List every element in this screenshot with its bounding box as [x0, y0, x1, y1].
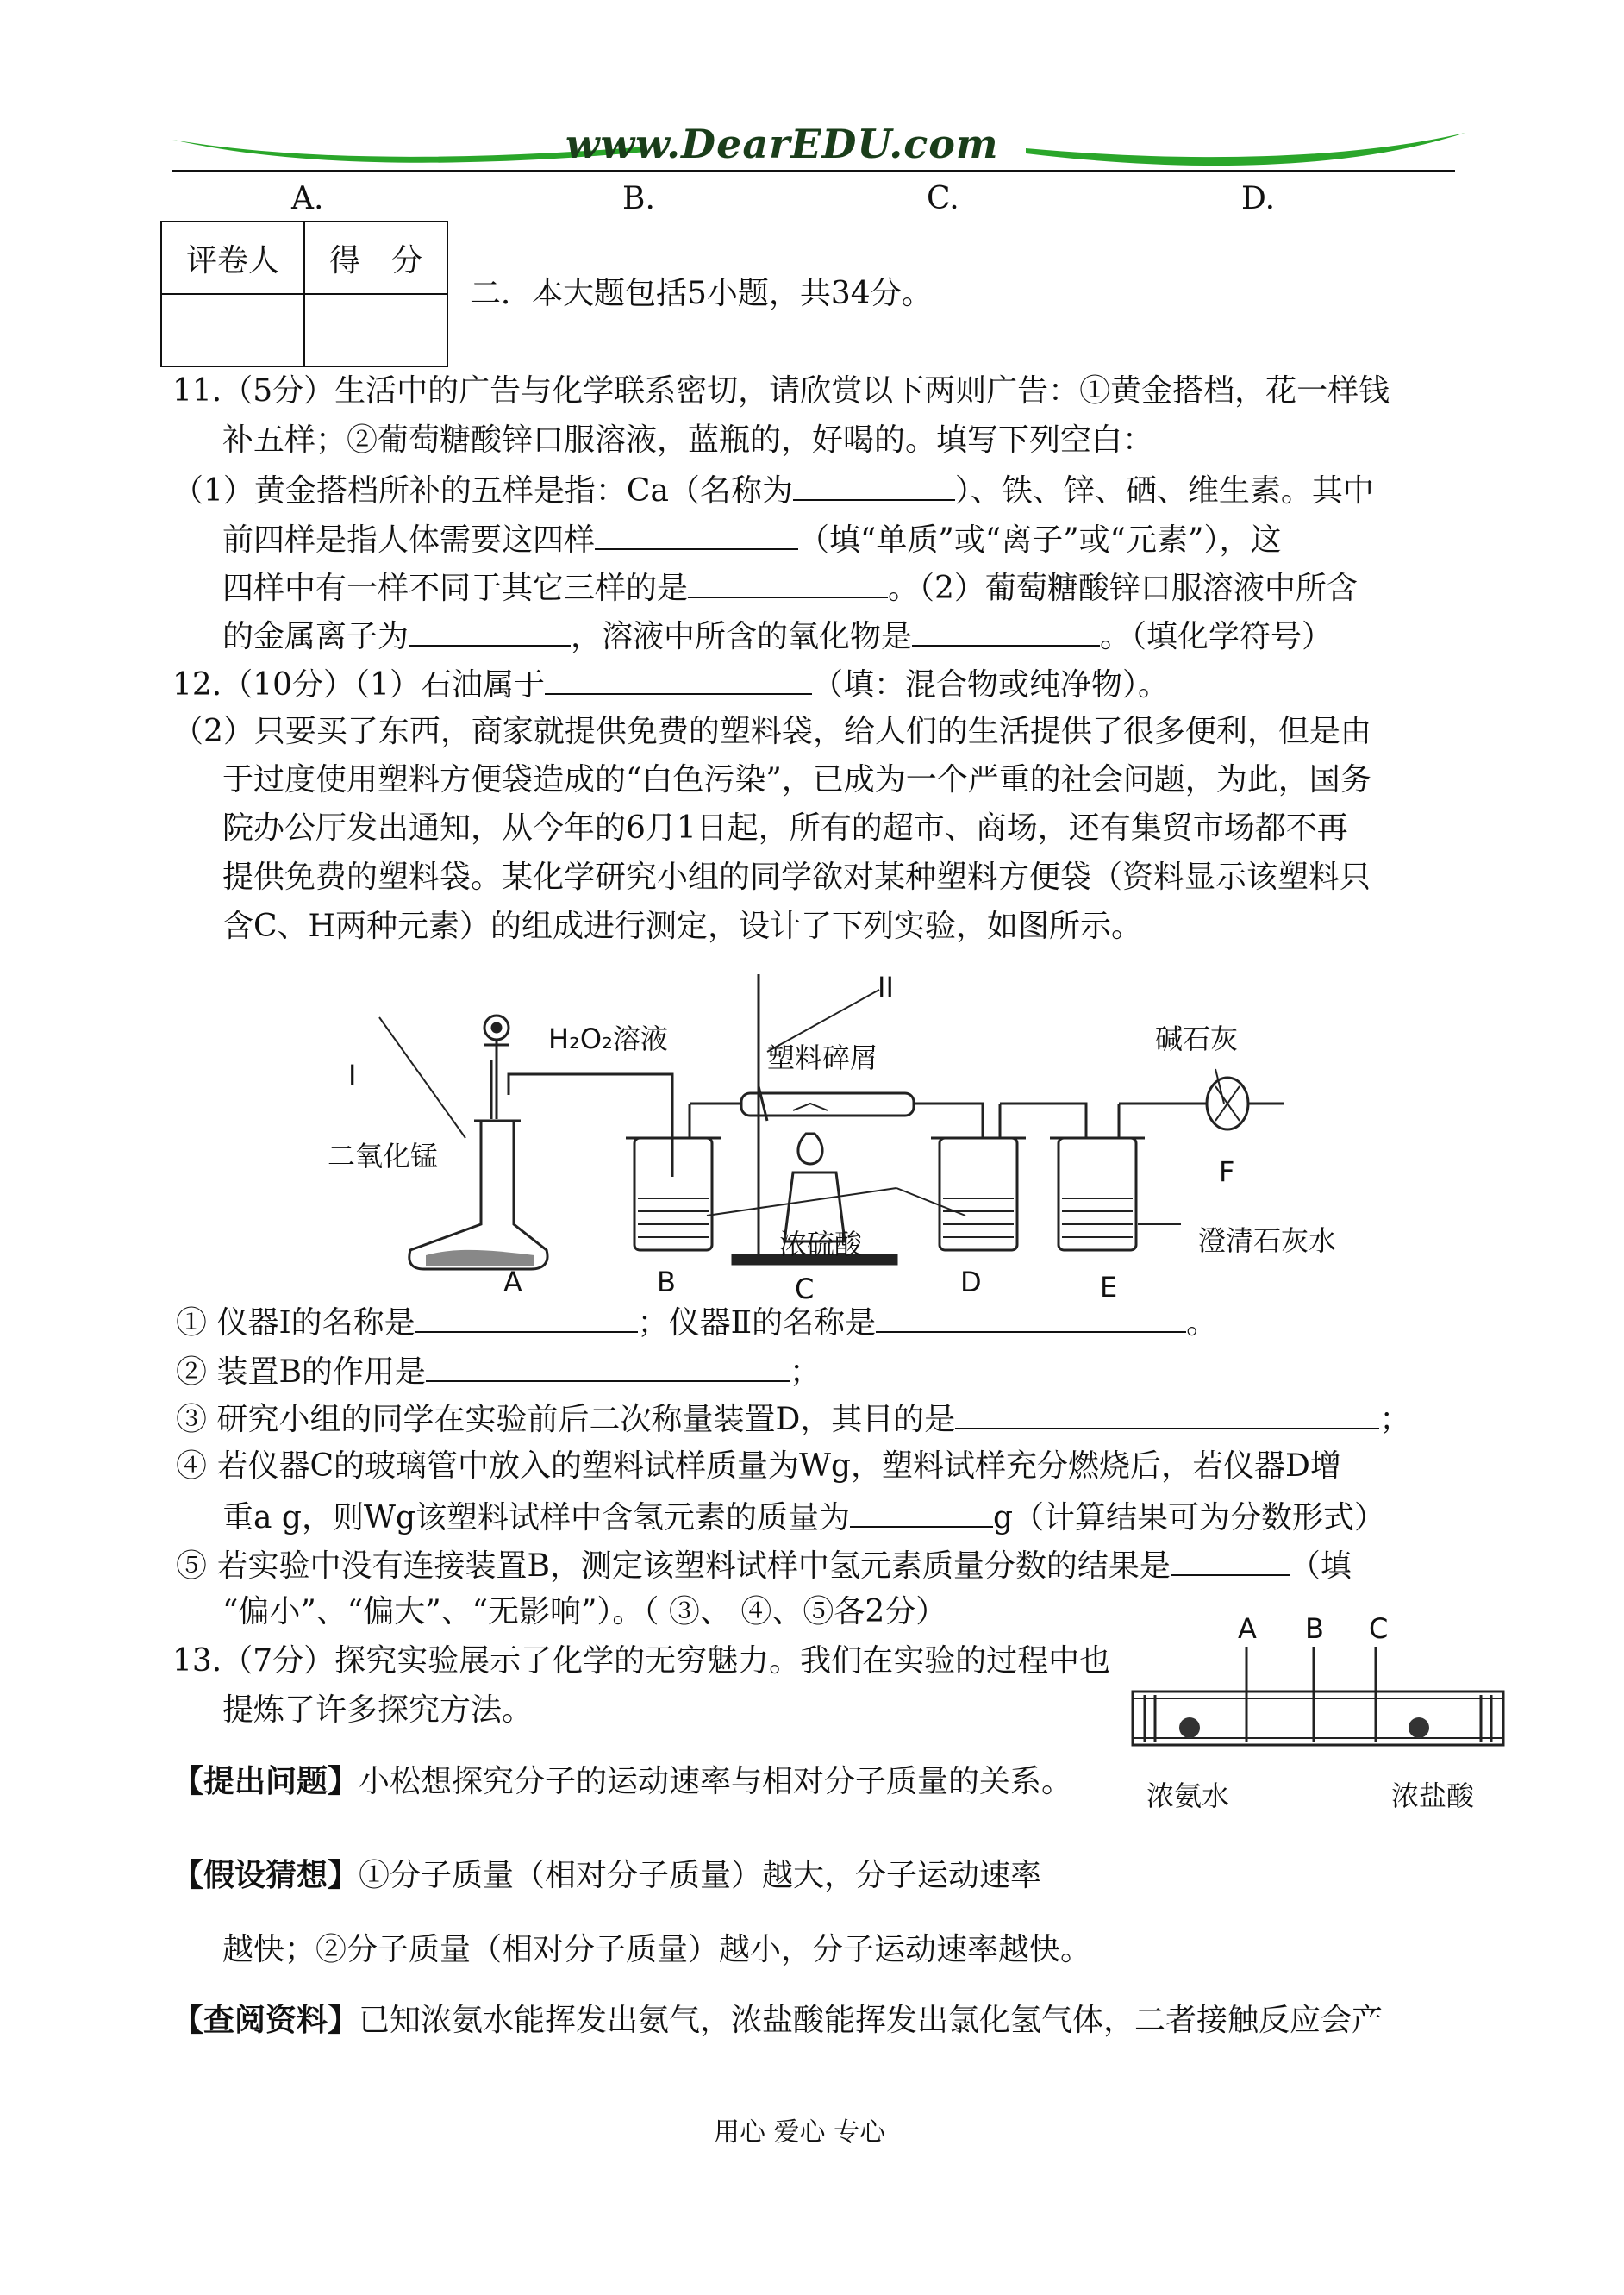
q11-line-6b: ，溶液中所含的氧化物是 — [571, 619, 913, 654]
option-a: A. — [291, 181, 324, 216]
option-c: C. — [927, 181, 959, 216]
q13-hypothesis-line-2: 越快；②分子质量（相对分子质量）越小，分子运动速率越快。 — [222, 1932, 1092, 1967]
bottle-e — [1050, 1104, 1145, 1250]
q11-line-3b: ）、铁、锌、硒、维生素。其中 — [954, 473, 1374, 509]
q13-hypothesis-line — [172, 1855, 1041, 1897]
diagram-limewater: 澄清石灰水 — [1198, 1224, 1337, 1257]
score-header: 得 分 — [304, 222, 447, 294]
q12-blank-result[interactable] — [1171, 1543, 1290, 1576]
q12-blank-device-b[interactable] — [426, 1349, 790, 1382]
q11-blank-oxide[interactable] — [912, 614, 1100, 647]
diagram-mno2: 二氧化锰 — [328, 1140, 439, 1173]
q12-sub-5a: ⑤ 若实验中没有连接装置B，测定该塑料试样中氢元素质量分数的结果是 — [176, 1548, 1171, 1584]
q12-line-1b: （填：混合物或纯净物）。 — [811, 667, 1169, 703]
q12-sub-4b: 重a g，则Wg该塑料试样中含氢元素的质量为 — [222, 1500, 850, 1535]
q11-blank-metal-ion[interactable] — [409, 614, 571, 647]
q11-blank-element-type[interactable] — [595, 517, 798, 550]
right-swoosh — [1026, 133, 1465, 166]
q12-line-1 — [172, 662, 1169, 706]
tube-label-c: C — [1369, 1612, 1389, 1645]
q13-hypothesis-tag: 【假设猜想】 — [172, 1858, 359, 1893]
diagram-label-a: A — [503, 1266, 522, 1298]
diagram-label-c: C — [795, 1273, 815, 1305]
q12-sub-1a: ① 仪器Ⅰ的名称是 — [176, 1305, 415, 1341]
q11-line-4 — [222, 517, 1281, 561]
section-2-heading: 二．本大题包括5小题，共34分。 — [470, 276, 933, 311]
q11-blank-different[interactable] — [688, 566, 888, 598]
option-b: B. — [622, 181, 655, 216]
q11-line-5b: 。（2）葡萄糖酸锌口服溶液中所含 — [888, 571, 1358, 606]
q12-blank-petroleum[interactable] — [545, 662, 812, 695]
q12-blank-instrument-1[interactable] — [415, 1300, 638, 1333]
combustion-tube-c — [741, 1086, 914, 1241]
q12-line-3: 于过度使用塑料方便袋造成的“白色污染”，已成为一个严重的社会问题，为此，国务 — [222, 762, 1371, 797]
q12-sub-4a: ④ 若仪器C的玻璃管中放入的塑料试样质量为Wg，塑料试样充分燃烧后，若仪器D增 — [176, 1448, 1341, 1484]
q11-line-6a: 的金属离子为 — [222, 619, 409, 654]
tube-label-b: B — [1305, 1612, 1324, 1645]
diagram-label-b: B — [657, 1266, 676, 1298]
reviewer-cell — [161, 294, 304, 366]
q11-line-6 — [222, 614, 1333, 658]
tube-label-hcl: 浓盐酸 — [1391, 1779, 1475, 1812]
q11-line-6c: 。（填化学符号） — [1100, 619, 1334, 654]
q12-line-6: 含C、H两种元素）的组成进行测定，设计了下列实验，如图所示。 — [222, 909, 1142, 944]
q12-sub-3 — [176, 1397, 1410, 1441]
tube-label-a: A — [1238, 1612, 1257, 1645]
q13-question-line — [172, 1761, 1072, 1803]
drying-tube-f — [1119, 1078, 1284, 1129]
q12-sub-5b: （填 — [1289, 1548, 1352, 1584]
q12-sub-5 — [176, 1543, 1352, 1587]
score-cell — [304, 294, 447, 366]
q12-blank-purpose[interactable] — [955, 1397, 1379, 1429]
diagram-h2so4: 浓硫酸 — [779, 1228, 863, 1260]
q11-line-5a: 四样中有一样不同于其它三样的是 — [222, 571, 689, 606]
diagram-roman-2: II — [878, 971, 894, 1004]
option-d: D. — [1241, 181, 1276, 216]
q11-line-5 — [222, 566, 1358, 610]
site-logo-text: www.DearEDU.com — [565, 121, 999, 167]
q12-line-2: （2）只要买了东西，商家就提供免费的塑料袋，给人们的生活提供了很多便利，但是由 — [172, 714, 1371, 749]
q12-sub-3a: ③ 研究小组的同学在实验前后二次称量装置D，其目的是 — [176, 1402, 956, 1437]
q12-blank-instrument-2[interactable] — [876, 1300, 1186, 1333]
tube-label-ammonia: 浓氨水 — [1146, 1779, 1230, 1812]
diagram-plastic: 塑料碎屑 — [767, 1041, 878, 1074]
header-rule — [172, 170, 1455, 172]
q13-reference-text: 已知浓氨水能挥发出氨气，浓盐酸能挥发出氯化氢气体，二者接触反应会产 — [359, 2003, 1384, 2038]
q12-sub-3b: ； — [1379, 1402, 1411, 1437]
diagram-label-e: E — [1100, 1271, 1118, 1304]
q12-line-5: 提供免费的塑料袋。某化学研究小组的同学欲对某种塑料方便袋（资料显示该塑料只 — [222, 860, 1371, 895]
q12-line-1a: 12.（10分）（1）石油属于 — [172, 667, 545, 703]
diagram-roman-1: I — [348, 1059, 357, 1091]
q11-line-4b: （填“单质”或“离子”或“元素”），这 — [798, 522, 1282, 558]
q13-question-tag: 【提出问题】 — [172, 1764, 359, 1799]
q12-sub-2b: ； — [789, 1354, 821, 1390]
q13-reference-tag: 【查阅资料】 — [172, 2003, 359, 2038]
q12-sub-1 — [176, 1300, 1217, 1344]
q11-line-2: 补五样；②葡萄糖酸锌口服溶液，蓝瓶的，好喝的。填写下列空白： — [222, 422, 1154, 458]
q12-sub-1c: 。 — [1186, 1305, 1218, 1341]
q13-question-text: 小松想探究分子的运动速率与相对分子质量的关系。 — [359, 1764, 1073, 1799]
q13-line-2: 提炼了许多探究方法。 — [222, 1692, 534, 1728]
diagram-label-d: D — [960, 1266, 982, 1298]
q11-line-1: 11.（5分）生活中的广告与化学联系密切，请欣赏以下两则广告：①黄金搭档，花一样钱 — [172, 373, 1390, 409]
q12-line-4: 院办公厅发出通知，从今年的6月1日起，所有的超市、商场，还有集贸市场都不再 — [222, 810, 1348, 846]
diagram-h2o2: H₂O₂溶液 — [548, 1022, 668, 1055]
bottle-d — [931, 1104, 1026, 1250]
q12-sub-2 — [176, 1349, 821, 1393]
page-footer: 用心 爱心 专心 — [714, 2117, 886, 2148]
q12-sub-2a: ② 装置B的作用是 — [176, 1354, 426, 1390]
diagram-label-f: F — [1219, 1155, 1235, 1188]
q11-line-3a: （1）黄金搭档所补的五样是指：Ca（名称为 — [172, 473, 793, 509]
q12-sub-1b: ；仪器Ⅱ的名称是 — [637, 1305, 877, 1341]
q12-blank-hydrogen-mass[interactable] — [850, 1495, 993, 1528]
reviewer-header: 评卷人 — [161, 222, 304, 294]
q12-sub-4c: g（计算结果可为分数形式） — [993, 1500, 1386, 1535]
q11-line-4a: 前四样是指人体需要这四样 — [222, 522, 596, 558]
q11-blank-ca-name[interactable] — [793, 468, 955, 501]
q13-line-1: 13.（7分）探究实验展示了化学的无穷魅力。我们在实验的过程中也 — [172, 1643, 1111, 1679]
q12-sub-4b-line — [222, 1495, 1385, 1539]
q13-hypothesis-text: ①分子质量（相对分子质量）越大，分子运动速率 — [359, 1858, 1042, 1893]
q11-line-3 — [172, 468, 1374, 512]
iron-stand — [690, 974, 896, 1264]
q12-sub-5c: “偏小”、“偏大”、“无影响”）。（ ③、 ④、⑤各2分） — [222, 1594, 947, 1629]
score-table — [160, 221, 448, 367]
q13-reference-line — [172, 2000, 1383, 2042]
diagram-soda-lime: 碱石灰 — [1155, 1022, 1239, 1055]
